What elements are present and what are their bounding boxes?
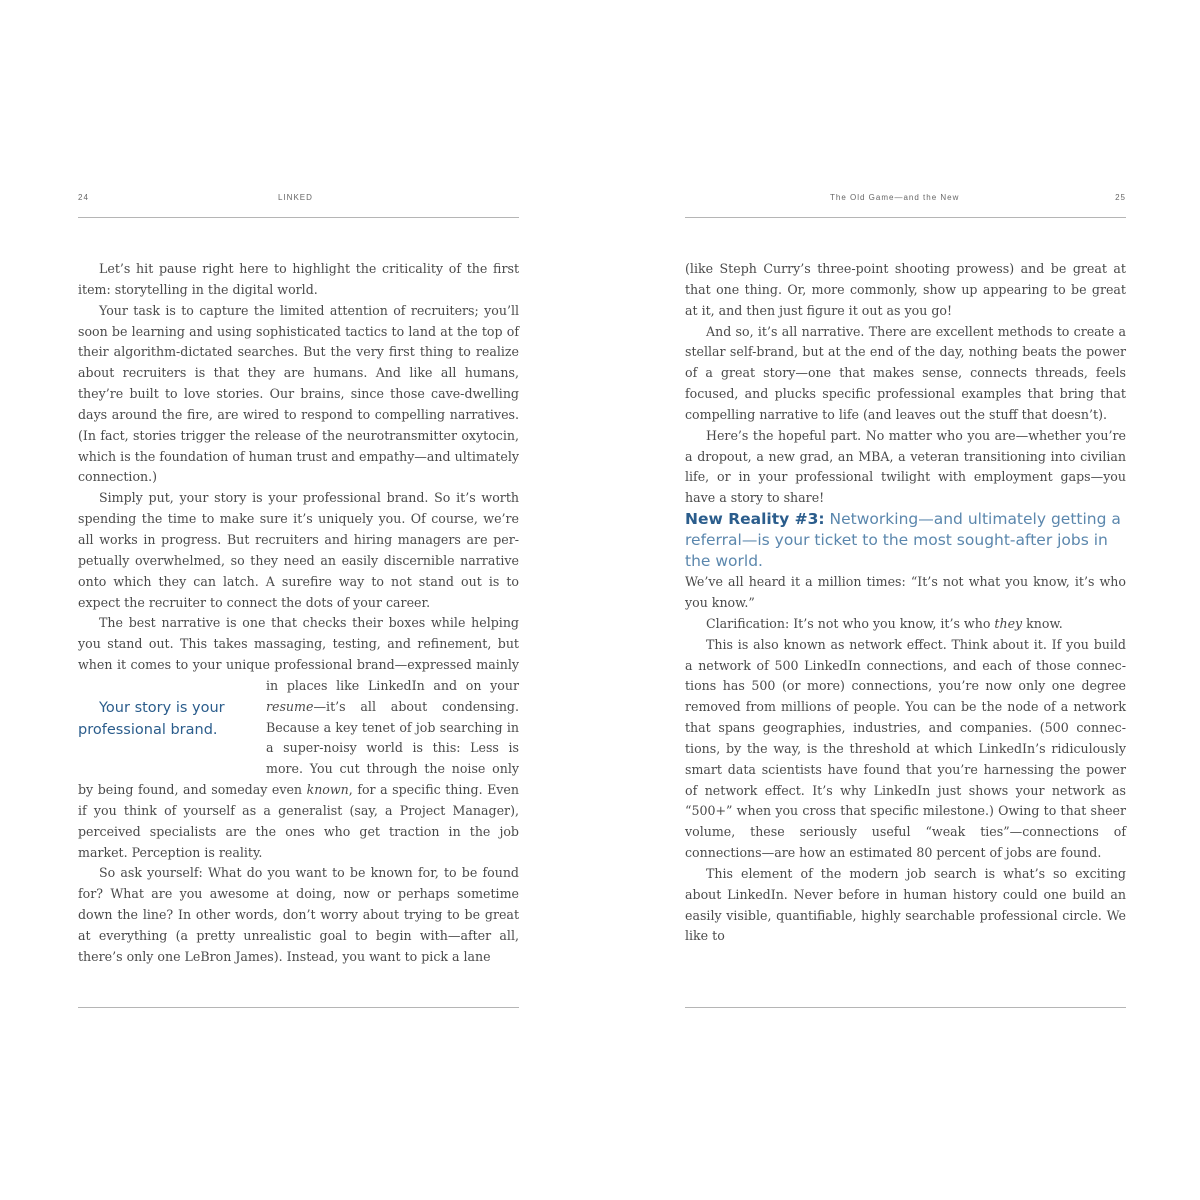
emphasis: known [306, 782, 349, 798]
emphasis: they [994, 615, 1023, 631]
text-run: —it’s all about condensing. Because a key tenet of job searching in a super-noisy world is this: Less is more. You cut through the noise only by being found, and someday even [78, 698, 519, 798]
left-header-rule [78, 217, 519, 218]
paragraph: This element of the modern job search is what’s so exciting about LinkedIn. Never before in human history could one build an easily visible, quantifiable, highly searchable professional circle. We like to [685, 865, 1126, 944]
paragraph [685, 614, 1126, 635]
left-running-head [78, 185, 519, 207]
paragraph: Your task is to capture the limited attention of recruiters; you’ll soon be learning and using sophisticated tactics to land at the top of their algorithm-dictated searches. But the very first thing to realize about recruiters is that they are humans. And like all humans, they’re built to love stories. Our brains, since those cave-dwelling days around the fire, are wired to respond to compelling narratives. (In fact, stories trigger the release of the neurotransmitter oxytocin, which is the foundation of human trust and empathy—and ultimately connection.) [78, 302, 519, 485]
paragraph: Let’s hit pause right here to highlight the criticality of the first item: storytelling in the digital world. [78, 261, 519, 297]
left-body-text [78, 259, 519, 968]
text-run: Clarification: It’s not who you know, it’s who [706, 615, 995, 631]
paragraph: (like Steph Curry’s three-point shooting prowess) and be great at that one thing. Or, more commonly, show up appearing to be great at it, and then just figure it out as you go! [685, 261, 1126, 318]
section-heading [685, 509, 1126, 572]
right-page [685, 185, 1126, 1015]
paragraph: Here’s the hopeful part. No matter who you are—whether you’re a dropout, a new grad, an MBA, a veteran transitioning into civilian life, or in your professional twilight with employment gaps—you have a story to share! [685, 427, 1126, 506]
emphasis: resume [266, 698, 314, 714]
right-header-rule [685, 217, 1126, 218]
pull-quote: Your story is your professional brand. [78, 699, 225, 738]
paragraph: This is also known as network effect. Think about it. If you build a network of 500 LinkedIn connections, and each of those connections has 500 (or more) connections, you’re now only one degree removed from millions of people. You can be the node of a network that spans geographies, industries, and companies. (500 connections, by the way, is the threshold at which LinkedIn’s ridiculously smart data scientists have found that you’re harnessing the power of network effect. It’s why LinkedIn just shows your network as “500+” when you cross that specific milestone.) Owing to that sheer volume, these seriously useful “weak ties”—connections of connections—are how an estimated 80 percent of jobs are found. [685, 636, 1126, 861]
paragraph: So ask yourself: What do you want to be known for, to be found for? What are you awesome at doing, now or perhaps sometime down the line? In other words, don’t worry about trying to be great at everything (a pretty unrealistic goal to begin with—after all, there’s only one LeBron James). Instead, you want to pick a lane [78, 865, 519, 964]
section-heading-text: Networking—and ultimately getting a referral—is your ticket to the most sought-after jobs in the world. [685, 510, 1121, 571]
book-title: LINKED [278, 193, 313, 202]
left-footer-rule [78, 1007, 519, 1008]
right-footer-rule [685, 1007, 1126, 1008]
paragraph: We’ve all heard it a million times: “It’s not what you know, it’s who you know.” [685, 574, 1126, 610]
paragraph: And so, it’s all narrative. There are excellent methods to create a stellar self-brand, but at the end of the day, nothing beats the power of a great story—one that makes sense, connects threads, feels focused, and plucks specific professional examples that bring that compelling narrative to life (and leaves out the stuff that doesn’t). [685, 323, 1126, 422]
right-page-number: 25 [1115, 193, 1126, 202]
text-run: know. [1022, 615, 1063, 631]
paragraph-with-pull-quote [78, 613, 519, 863]
right-body-text [685, 259, 1126, 947]
left-page-number: 24 [78, 193, 89, 202]
text-run: , for a specific thing. Even if you think of yourself as a generalist (say, a Project Manager), perceived specialists are the ones who get traction in the job market. Perception is reality. [78, 782, 519, 860]
chapter-title: The Old Game—and the New [830, 193, 960, 202]
left-page [78, 185, 519, 1015]
right-running-head [685, 185, 1126, 207]
text-run: The best narrative is one that checks their boxes while helping you stand out. This takes massaging, testing, and refinement, but when it comes to your unique professional brand—expressed mainly in places like LinkedIn and on your [78, 615, 519, 693]
paragraph: Simply put, your story is your professional brand. So it’s worth spending the time to make sure it’s uniquely you. Of course, we’re all works in progress. But recruiters and hiring managers are perpetually overwhelmed, so they need an easily discernible narrative onto which they can latch. A surefire way to not stand out is to expect the recruiter to connect the dots of your career. [78, 490, 519, 610]
section-heading-label: New Reality #3: [685, 510, 825, 529]
